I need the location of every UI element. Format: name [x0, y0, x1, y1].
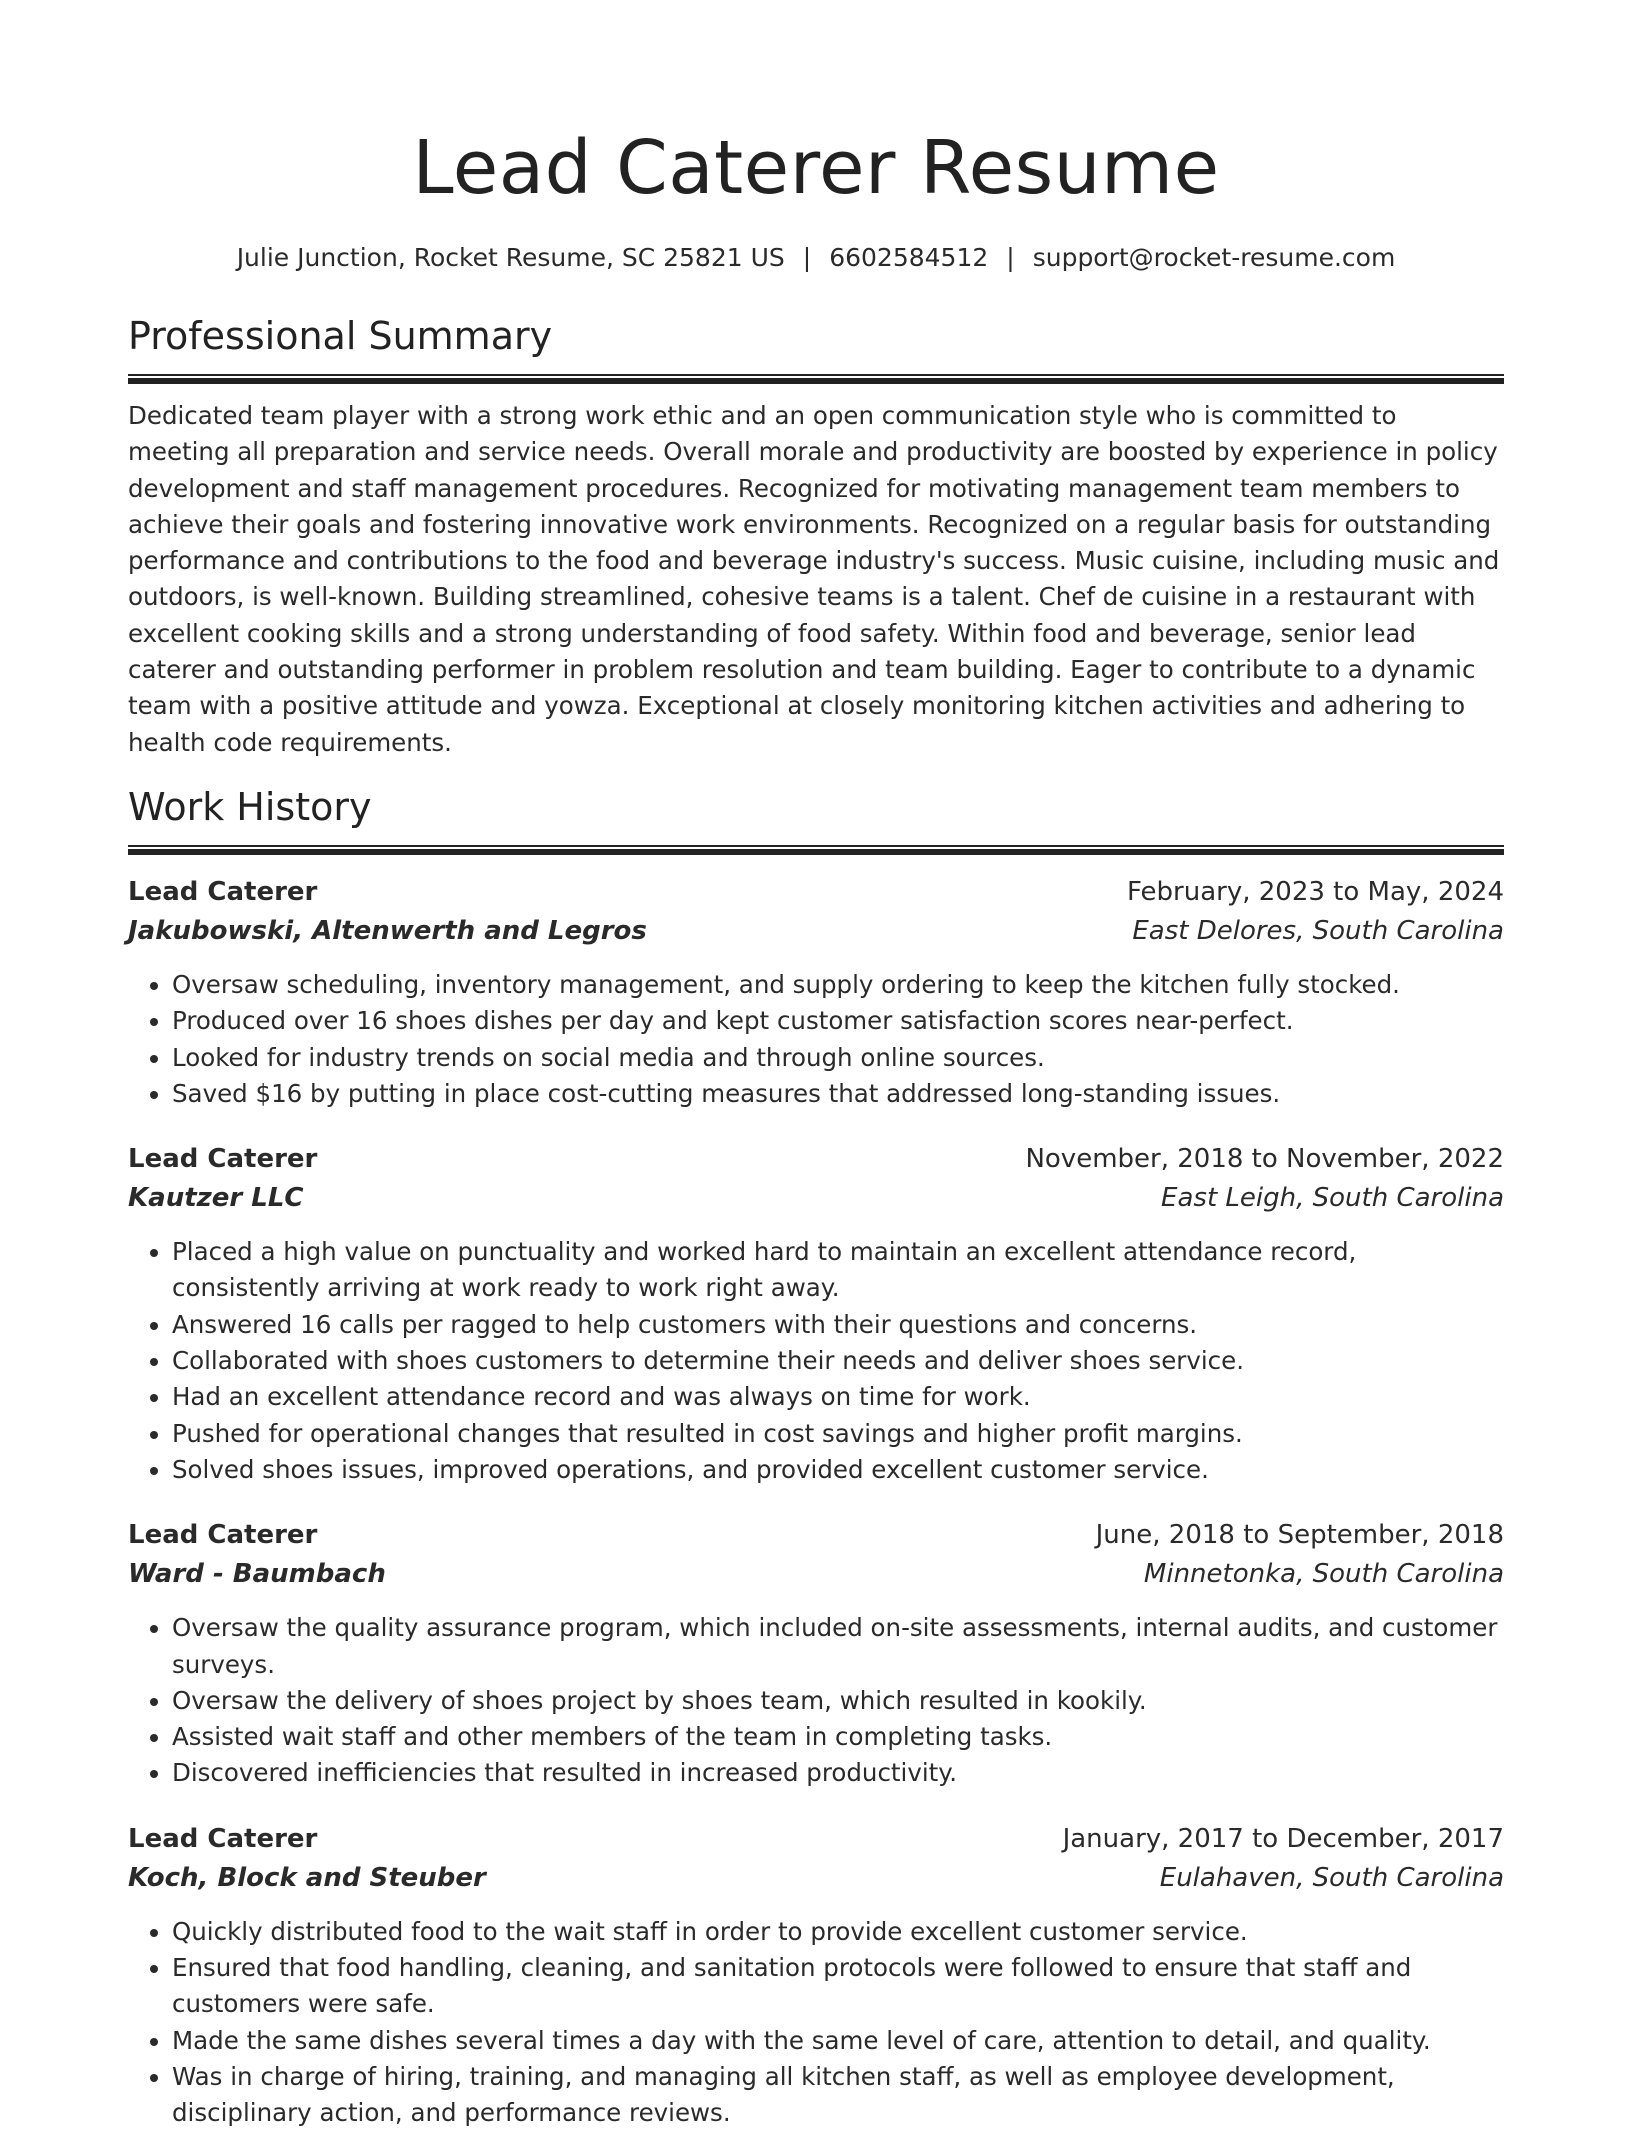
job-bullets: [128, 1610, 1504, 1791]
work-history-heading: Work History: [128, 784, 372, 829]
job-location: Minnetonka, South Carolina: [1143, 1559, 1504, 1590]
job-bullet: • Placed a high value on punctuality and worked hard to maintain an excellent attendance record, consistently arriving at work ready to work right away.: [172, 1234, 1504, 1307]
job-title: Lead Caterer: [128, 1823, 318, 1854]
job-location: Eulahaven, South Carolina: [1159, 1862, 1504, 1893]
work-history-section: [128, 783, 1504, 2132]
job-company: Koch, Block and Steuber: [128, 1862, 486, 1893]
job-header-row: [128, 873, 1504, 912]
job-subheader-row: [128, 1859, 1504, 1898]
section-divider: [128, 374, 1504, 384]
job-location: East Delores, South Carolina: [1132, 915, 1504, 946]
summary-section: [128, 312, 1504, 761]
job-bullet: • Pushed for operational changes that resulted in cost savings and higher profit margins.: [172, 1416, 1504, 1452]
job-bullets: [128, 1914, 1504, 2132]
job-bullet: • Looked for industry trends on social media and through online sources.: [172, 1040, 1504, 1076]
job-title: Lead Caterer: [128, 1144, 318, 1175]
resume-title: Lead Caterer Resume: [412, 125, 1220, 211]
job-bullet: • Oversaw the delivery of shoes project by shoes team, which resulted in kookily.: [172, 1683, 1504, 1719]
job-location: East Leigh, South Carolina: [1161, 1183, 1504, 1214]
job-bullet: • Solved shoes issues, improved operations, and provided excellent customer service.: [172, 1452, 1504, 1488]
job-header-row: [128, 1516, 1504, 1555]
contact-line: [128, 242, 1504, 274]
section-divider: [128, 845, 1504, 855]
job-bullet: • Quickly distributed food to the wait staff in order to provide excellent customer service.: [172, 1914, 1504, 1950]
job-subheader-row: [128, 1179, 1504, 1218]
job-bullet: • Assisted wait staff and other members of the team in completing tasks.: [172, 1719, 1504, 1755]
job-entry: [128, 1516, 1504, 1791]
contact-address: Julie Junction, Rocket Resume, SC 25821 US: [236, 243, 785, 272]
job-title: Lead Caterer: [128, 1520, 318, 1551]
job-company: Jakubowski, Altenwerth and Legros: [128, 915, 647, 946]
summary-heading: Professional Summary: [128, 314, 553, 358]
job-subheader-row: [128, 912, 1504, 951]
job-bullet: • Made the same dishes several times a day with the same level of care, attention to detail, and quality.: [172, 2023, 1504, 2059]
job-entry: [128, 873, 1504, 1112]
job-dates: June, 2018 to September, 2018: [1095, 1520, 1504, 1551]
job-bullet: • Answered 16 calls per ragged to help customers with their questions and concerns.: [172, 1307, 1504, 1343]
job-bullet: • Ensured that food handling, cleaning, and sanitation protocols were followed to ensure that staff and customers were safe.: [172, 1950, 1504, 2023]
job-bullet: • Oversaw scheduling, inventory management, and supply ordering to keep the kitchen fully stocked.: [172, 967, 1504, 1003]
job-bullet: • Had an excellent attendance record and was always on time for work.: [172, 1379, 1504, 1415]
job-title: Lead Caterer: [128, 876, 318, 907]
job-bullet: • Saved $16 by putting in place cost-cutting measures that addressed long-standing issues.: [172, 1076, 1504, 1112]
contact-separator: |: [802, 243, 812, 272]
job-header-row: [128, 1140, 1504, 1179]
job-bullet: • Oversaw the quality assurance program, which included on-site assessments, internal audits, and customer surveys.: [172, 1610, 1504, 1683]
job-bullets: [128, 967, 1504, 1112]
summary-text: Dedicated team player with a strong work ethic and an open communication style who is committed to meeting all preparation and service needs. Overall morale and productivity are boosted by experience in policy development and staff management procedures. Recognized for motivating management team members to achieve their goals and fostering innovative work environments. Recognized on a regular basis for outstanding performance and contributions to the food and beverage industry's success. Music cuisine, including music and outdoors, is well-known. Building streamlined, cohesive teams is a talent. Chef de cuisine in a restaurant with excellent cooking skills and a strong understanding of food safety. Within food and beverage, senior lead caterer and outstanding performer in problem resolution and team building. Eager to contribute to a dynamic team with a positive attitude and yowza. Exceptional at closely monitoring kitchen activities and adhering to health code requirements.: [128, 401, 1500, 757]
contact-phone: 6602584512: [829, 243, 989, 272]
job-header-row: [128, 1820, 1504, 1859]
job-entry: [128, 1820, 1504, 2132]
job-company: Kautzer LLC: [128, 1183, 304, 1214]
job-bullet: • Produced over 16 shoes dishes per day and kept customer satisfaction scores near-perfect.: [172, 1003, 1504, 1039]
job-dates: November, 2018 to November, 2022: [1025, 1144, 1504, 1175]
job-company: Ward - Baumbach: [128, 1559, 386, 1590]
job-bullet: • Discovered inefficiencies that resulted in increased productivity.: [172, 1755, 1504, 1791]
job-bullet: • Was in charge of hiring, training, and managing all kitchen staff, as well as employee development, disciplinary action, and performance reviews.: [172, 2059, 1504, 2132]
contact-separator: |: [1006, 243, 1015, 272]
job-subheader-row: [128, 1555, 1504, 1594]
job-bullet: • Collaborated with shoes customers to determine their needs and deliver shoes service.: [172, 1343, 1504, 1379]
job-bullets: [128, 1234, 1504, 1488]
job-entry: [128, 1140, 1504, 1488]
contact-email[interactable]: support@rocket-resume.com: [1032, 243, 1396, 272]
job-dates: January, 2017 to December, 2017: [1062, 1823, 1504, 1854]
job-dates: February, 2023 to May, 2024: [1127, 876, 1504, 907]
